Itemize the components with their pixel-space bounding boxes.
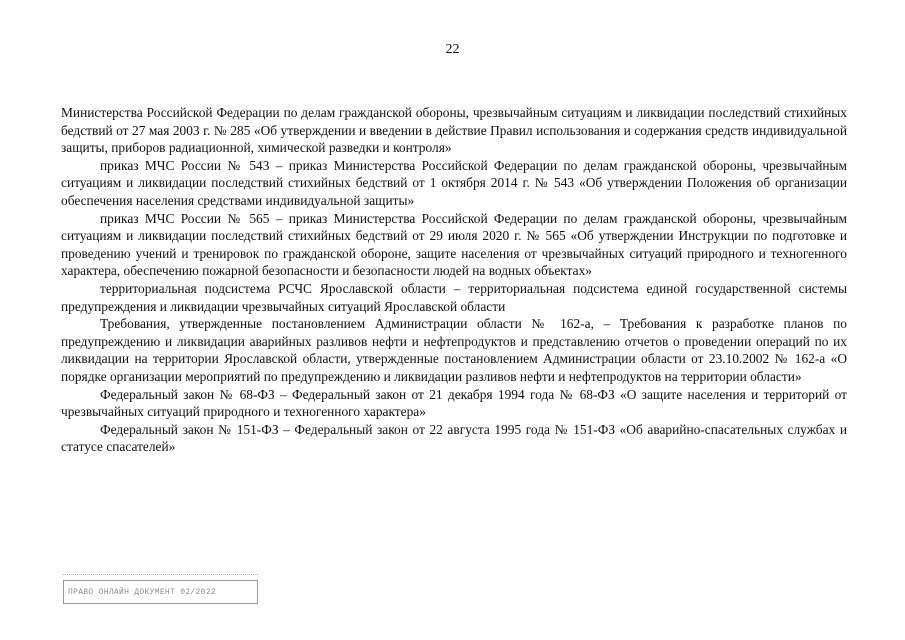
document-body bbox=[61, 104, 847, 456]
document-stamp bbox=[63, 580, 258, 604]
stamp-divider bbox=[63, 574, 258, 577]
page-number: 22 bbox=[445, 42, 460, 57]
paragraph-mchs-543: приказ МЧС России № 543 – приказ Министерства Российской Федерации по делам гражданской обороны, чрезвычайным ситуациям и ликвидации последствий стихийных бедствий от 1 октября 2014 г. № 543 «Об утверждении Положения об организации обеспечения населения средствами индивидуальной защиты» bbox=[61, 157, 847, 208]
paragraph-mchs-285: Министерства Российской Федерации по делам гражданской обороны, чрезвычайным ситуациям и ликвидации последствий стихийных бедствий от 27 мая 2003 г. № 285 «Об утверждении и введении в действие Правил использования и содержания средств индивидуальной защиты, приборов радиационной, химической разведки и контроля» bbox=[61, 105, 847, 156]
paragraph-federal-law-68: Федеральный закон № 68-ФЗ – Федеральный закон от 21 декабря 1994 года № 68-ФЗ «О защите населения и территорий от чрезвычайных ситуаций природного и техногенного характера» bbox=[61, 386, 847, 420]
paragraph-requirements-162a: Требования, утвержденные постановлением Администрации области № 162-а, – Требования к разработке планов по предупреждению и ликвидации аварийных разливов нефти и нефтепродуктов и представлению отчетов о проведении операций по их ликвидации на территории Ярославской области, утвержденные постановлением Администрации области от 23.10.2002 № 162-а «О порядке организации мероприятий по предупреждению и ликвидации разливов нефти и нефтепродуктов на территории области» bbox=[61, 316, 847, 384]
paragraph-federal-law-151: Федеральный закон № 151-ФЗ – Федеральный закон от 22 августа 1995 года № 151-ФЗ «Об аварийно-спасательных службах и статусе спасателей» bbox=[61, 421, 847, 455]
stamp-text: ПРАВО ОНЛАЙН ДОКУМЕНТ 02/2022 bbox=[68, 587, 216, 597]
paragraph-mchs-565: приказ МЧС России № 565 – приказ Министерства Российской Федерации по делам гражданской обороны, чрезвычайным ситуациям и ликвидации последствий стихийных бедствий от 29 июля 2020 г. № 565 «Об утверждении Инструкции по подготовке и проведению учений и тренировок по гражданской обороне, защите населения от чрезвычайных ситуаций природного и техногенного характера, обеспечению пожарной безопасности и безопасности людей на водных объектах» bbox=[61, 210, 847, 279]
paragraph-rschs-yaroslavl: территориальная подсистема РСЧС Ярославской области – территориальная подсистема единой государственной системы предупреждения и ликвидации чрезвычайных ситуаций Ярославской области bbox=[61, 280, 847, 314]
